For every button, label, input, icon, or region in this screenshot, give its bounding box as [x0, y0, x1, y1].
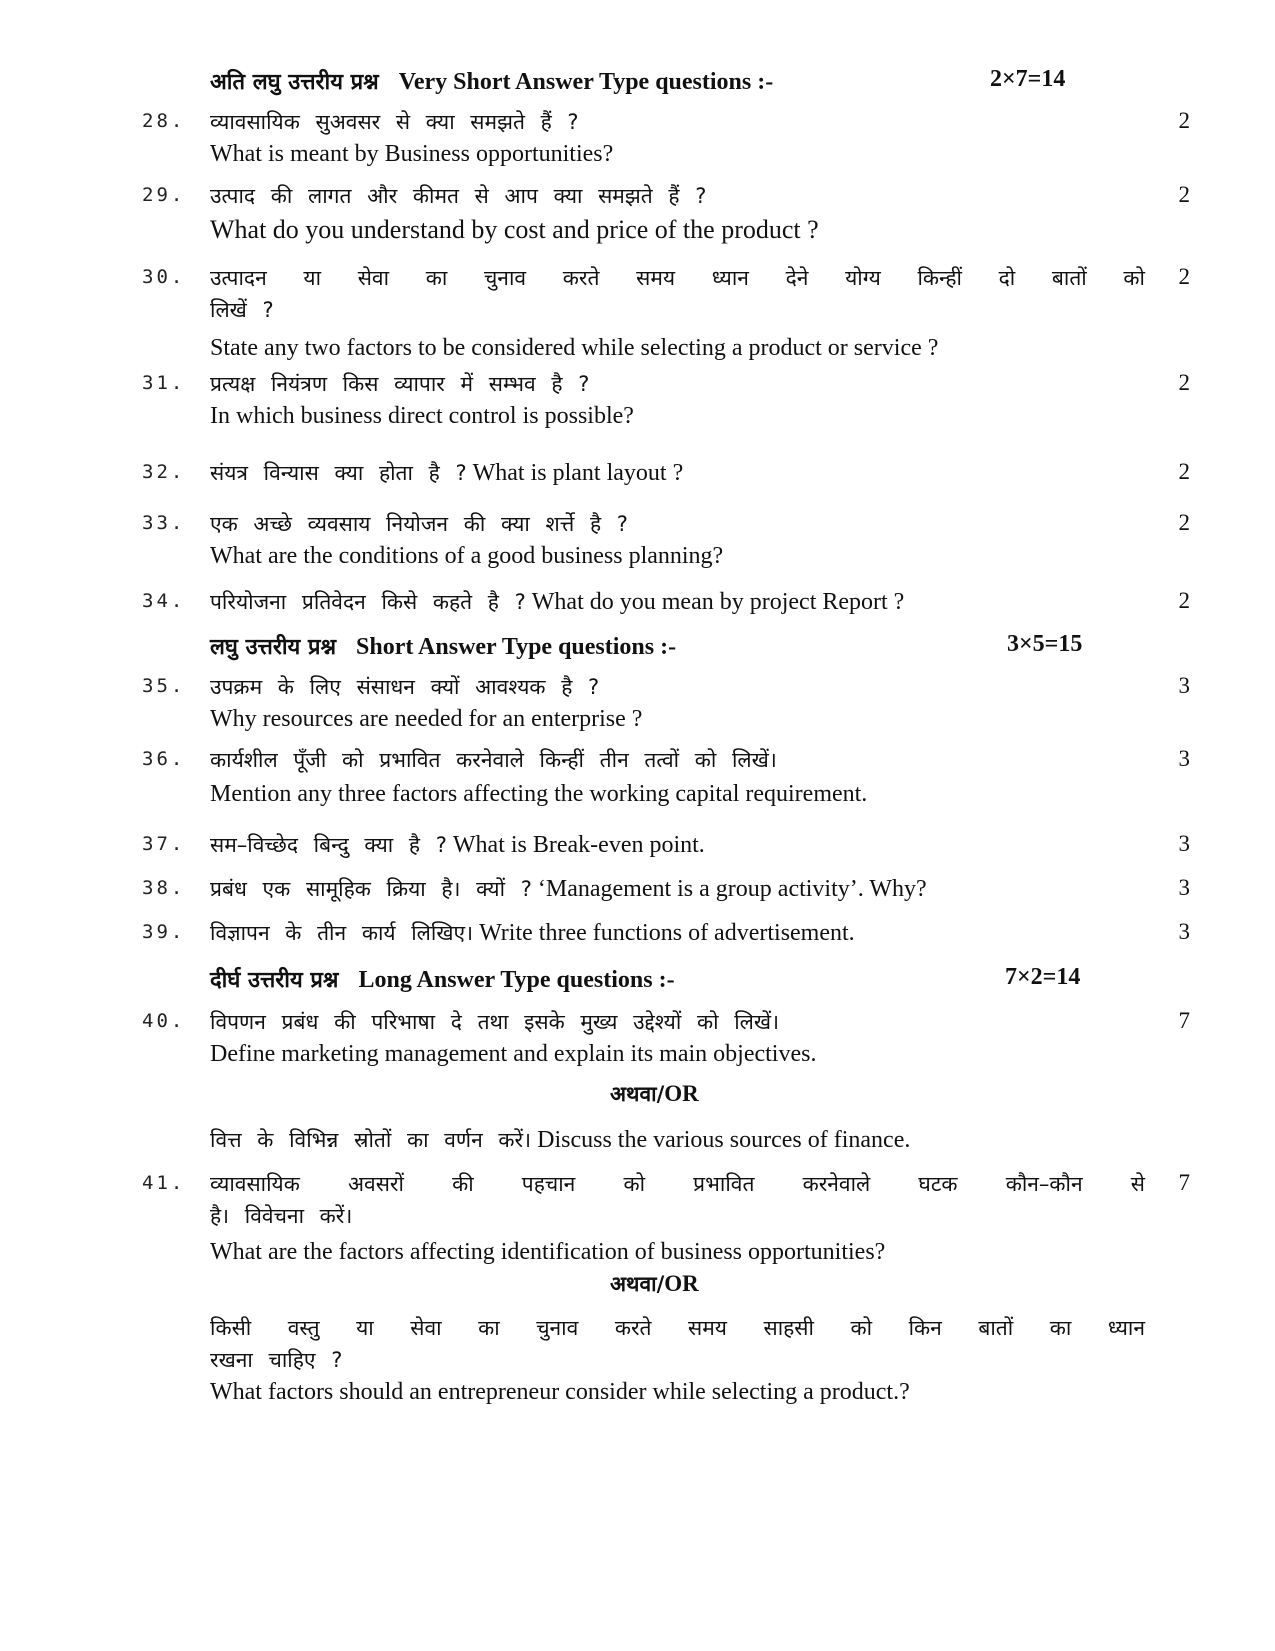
- question-marks: 2: [1178, 108, 1190, 133]
- question-number: 41.: [142, 1172, 186, 1194]
- question-text-hindi: सम–विच्छेद बिन्दु क्या है ?: [210, 833, 447, 857]
- section-title-hindi: लघु उत्तरीय प्रश्न: [210, 635, 337, 660]
- question-text-hindi: विज्ञापन के तीन कार्य लिखिए।: [210, 921, 474, 945]
- question-marks: 2: [1178, 182, 1190, 207]
- question-number: 40.: [142, 1010, 186, 1032]
- question-number: 29.: [142, 184, 186, 206]
- question-number: 34.: [142, 590, 186, 612]
- question-marks: 3: [1178, 746, 1190, 771]
- question-text-english: Define marketing management and explain its main objectives.: [210, 1041, 817, 1067]
- question-marks: 2: [1178, 588, 1190, 613]
- question-number: 39.: [142, 921, 186, 943]
- question-text-english: What do you mean by project Report ?: [531, 589, 905, 615]
- question-text-hindi-line-2: रखना चाहिए ?: [210, 1348, 343, 1372]
- question-number: 33.: [142, 512, 186, 534]
- question-text-hindi: उपक्रम के लिए संसाधन क्यों आवश्यक है ?: [210, 675, 600, 699]
- question-text-english: What do you understand by cost and price of the product ?: [210, 215, 819, 244]
- question-text-hindi: प्रबंध एक सामूहिक क्रिया है। क्यों ?: [210, 877, 532, 901]
- question-number: 35.: [142, 675, 186, 697]
- question-marks: 3: [1178, 831, 1190, 856]
- or-label-hindi: अथवा/: [610, 1082, 665, 1106]
- question-text-hindi: उत्पाद की लागत और कीमत से आप क्या समझते हैं ?: [210, 184, 707, 208]
- question-marks: 3: [1178, 673, 1190, 698]
- question-text-hindi-line-2: है। विवेचना करें।: [210, 1204, 353, 1228]
- question-41-alternative: [210, 1312, 1145, 1408]
- question-text-english: Mention any three factors affecting the working capital requirement.: [210, 781, 868, 807]
- question-text-hindi: कार्यशील पूँजी को प्रभावित करनेवाले किन्हीं तीन तत्वों को लिखें।: [210, 748, 777, 772]
- question-text-hindi: एक अच्छे व्यवसाय नियोजन की क्या शर्त्ते है ?: [210, 512, 628, 536]
- question-text-hindi-line-1: किसी वस्तु या सेवा का चुनाव करते समय साहसी को किन बातों का ध्यान: [210, 1316, 1145, 1340]
- question-number: 32.: [142, 461, 186, 483]
- question-number: 38.: [142, 877, 186, 899]
- question-text-english: In which business direct control is possible?: [210, 403, 634, 429]
- or-separator: [610, 1080, 699, 1108]
- section-marks: 7×2=14: [1005, 964, 1081, 990]
- or-separator: [610, 1270, 699, 1298]
- question-text-english: Discuss the various sources of finance.: [537, 1127, 911, 1153]
- question-text-english: Write three functions of advertisement.: [479, 920, 855, 946]
- question-marks: 7: [1178, 1170, 1190, 1195]
- question-text-english: Why resources are needed for an enterprise ?: [210, 706, 643, 732]
- question-text-hindi-line-1: उत्पादन या सेवा का चुनाव करते समय ध्यान देने योग्य किन्हीं दो बातों को: [210, 266, 1145, 290]
- question-40-alternative: [210, 1124, 1145, 1156]
- question-text-english: What factors should an entrepreneur consider while selecting a product.?: [210, 1379, 910, 1405]
- question-text-english: State any two factors to be considered while selecting a product or service ?: [210, 335, 939, 361]
- question-text-hindi: व्यावसायिक सुअवसर से क्या समझते हैं ?: [210, 110, 579, 134]
- question-marks: 2: [1178, 510, 1190, 535]
- question-number: 28.: [142, 110, 186, 132]
- or-label-english: OR: [664, 1081, 699, 1106]
- question-marks: 2: [1178, 370, 1190, 395]
- question-marks: 3: [1178, 919, 1190, 944]
- question-number: 37.: [142, 833, 186, 855]
- section-title-english: Very Short Answer Type questions :-: [398, 69, 774, 95]
- question-text-english: What is plant layout ?: [472, 460, 684, 486]
- question-text-hindi: प्रत्यक्ष नियंत्रण किस व्यापार में सम्भव है ?: [210, 372, 590, 396]
- question-text-hindi: परियोजना प्रतिवेदन किसे कहते है ?: [210, 590, 526, 614]
- section-marks: 3×5=15: [1007, 631, 1083, 657]
- question-marks: 7: [1178, 1008, 1190, 1033]
- question-marks: 2: [1178, 264, 1190, 289]
- question-text-english: What is meant by Business opportunities?: [210, 141, 614, 167]
- question-text-english: What are the conditions of a good business planning?: [210, 543, 724, 569]
- question-text-hindi-line-2: लिखें ?: [210, 298, 274, 322]
- question-text-hindi: विपणन प्रबंध की परिभाषा दे तथा इसके मुख्य उद्देश्यों को लिखें।: [210, 1010, 780, 1034]
- section-heading-long: [210, 964, 1140, 1000]
- question-text-hindi-line-1: व्यावसायिक अवसरों की पहचान को प्रभावित करनेवाले घटक कौन–कौन से: [210, 1172, 1145, 1196]
- section-title-english: Short Answer Type questions :-: [356, 634, 677, 660]
- section-heading-short: [210, 631, 1140, 667]
- question-number: 31.: [142, 372, 186, 394]
- section-title-hindi: अति लघु उत्तरीय प्रश्न: [210, 70, 379, 95]
- question-marks: 2: [1178, 459, 1190, 484]
- section-title-hindi: दीर्घ उत्तरीय प्रश्न: [210, 968, 339, 993]
- question-text-english: ‘Management is a group activity’. Why?: [537, 876, 927, 902]
- question-text-english: What is Break-even point.: [452, 832, 705, 858]
- or-label-english: OR: [664, 1271, 699, 1296]
- section-heading-very-short: [210, 66, 1140, 102]
- question-marks: 3: [1178, 875, 1190, 900]
- question-text-hindi: संयत्र विन्यास क्या होता है ?: [210, 461, 467, 485]
- section-title-english: Long Answer Type questions :-: [358, 967, 675, 993]
- section-marks: 2×7=14: [990, 66, 1066, 92]
- question-text-hindi: वित्त के विभिन्न स्रोतों का वर्णन करें।: [210, 1128, 532, 1152]
- question-number: 36.: [142, 748, 186, 770]
- or-label-hindi: अथवा/: [610, 1272, 665, 1296]
- question-number: 30.: [142, 266, 186, 288]
- question-text-english: What are the factors affecting identification of business opportunities?: [210, 1239, 886, 1265]
